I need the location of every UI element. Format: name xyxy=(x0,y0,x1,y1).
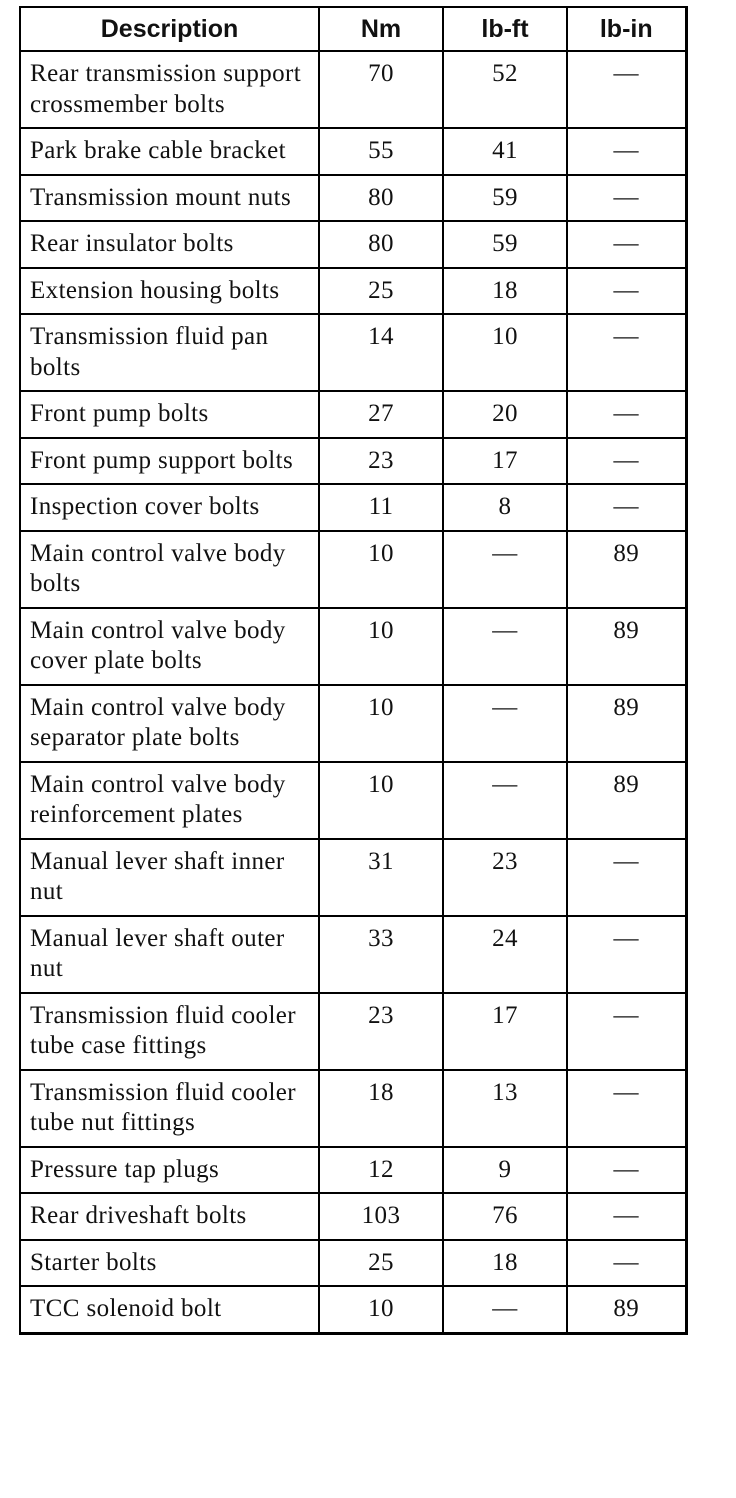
cell-lbin: — xyxy=(567,1193,686,1240)
table-row xyxy=(20,993,686,1070)
cell-lbft: — xyxy=(443,762,567,839)
cell-description: Front pump support bolts xyxy=(20,438,319,485)
cell-lbft: 10 xyxy=(443,314,567,391)
cell-nm: 18 xyxy=(319,1070,443,1147)
cell-nm: 10 xyxy=(319,762,443,839)
cell-description: Pressure tap plugs xyxy=(20,1147,319,1194)
table-row xyxy=(20,1193,686,1240)
cell-lbft: 17 xyxy=(443,993,567,1070)
cell-lbft: 59 xyxy=(443,175,567,222)
cell-lbft: 24 xyxy=(443,916,567,993)
cell-lbft: 13 xyxy=(443,1070,567,1147)
cell-description: Park brake cable bracket xyxy=(20,128,319,175)
cell-lbin: — xyxy=(567,1240,686,1287)
table-row xyxy=(20,1286,686,1333)
cell-lbin: — xyxy=(567,51,686,128)
cell-nm: 25 xyxy=(319,268,443,315)
cell-lbin: — xyxy=(567,128,686,175)
cell-description: Transmission mount nuts xyxy=(20,175,319,222)
cell-nm: 10 xyxy=(319,608,443,685)
table-row xyxy=(20,268,686,315)
cell-description: Rear driveshaft bolts xyxy=(20,1193,319,1240)
cell-lbft: 9 xyxy=(443,1147,567,1194)
cell-nm: 27 xyxy=(319,391,443,438)
table-row xyxy=(20,685,686,762)
cell-description: Manual lever shaft outer nut xyxy=(20,916,319,993)
cell-lbft: 20 xyxy=(443,391,567,438)
table-row xyxy=(20,531,686,608)
cell-lbin: 89 xyxy=(567,531,686,608)
cell-lbin: — xyxy=(567,484,686,531)
cell-description: TCC solenoid bolt xyxy=(20,1286,319,1333)
cell-description: Inspection cover bolts xyxy=(20,484,319,531)
cell-description: Manual lever shaft inner nut xyxy=(20,839,319,916)
table-header xyxy=(20,7,686,51)
cell-lbin: 89 xyxy=(567,685,686,762)
cell-lbft: 8 xyxy=(443,484,567,531)
cell-lbin: — xyxy=(567,438,686,485)
cell-nm: 70 xyxy=(319,51,443,128)
table-row xyxy=(20,916,686,993)
cell-nm: 11 xyxy=(319,484,443,531)
table-row xyxy=(20,391,686,438)
cell-nm: 12 xyxy=(319,1147,443,1194)
cell-description: Transmission fluid cooler tube case fittings xyxy=(20,993,319,1070)
table-row xyxy=(20,221,686,268)
cell-lbft: 18 xyxy=(443,1240,567,1287)
header-lbft: lb-ft xyxy=(443,7,567,51)
table-row xyxy=(20,51,686,128)
cell-nm: 55 xyxy=(319,128,443,175)
cell-lbft: 23 xyxy=(443,839,567,916)
cell-nm: 10 xyxy=(319,685,443,762)
table-row xyxy=(20,1147,686,1194)
cell-lbin: — xyxy=(567,1070,686,1147)
cell-lbft: 17 xyxy=(443,438,567,485)
header-row xyxy=(20,7,686,51)
cell-lbft: — xyxy=(443,1286,567,1333)
cell-description: Rear insulator bolts xyxy=(20,221,319,268)
cell-description: Main control valve body cover plate bolts xyxy=(20,608,319,685)
cell-lbft: 59 xyxy=(443,221,567,268)
cell-lbin: — xyxy=(567,993,686,1070)
table-row xyxy=(20,128,686,175)
cell-lbin: — xyxy=(567,839,686,916)
cell-nm: 10 xyxy=(319,531,443,608)
cell-description: Extension housing bolts xyxy=(20,268,319,315)
cell-description: Main control valve body separator plate bolts xyxy=(20,685,319,762)
cell-nm: 14 xyxy=(319,314,443,391)
header-lbin: lb-in xyxy=(567,7,686,51)
cell-lbft: 41 xyxy=(443,128,567,175)
cell-lbft: — xyxy=(443,608,567,685)
cell-lbft: — xyxy=(443,531,567,608)
cell-nm: 31 xyxy=(319,839,443,916)
cell-description: Transmission fluid pan bolts xyxy=(20,314,319,391)
table-row xyxy=(20,314,686,391)
table-body xyxy=(20,51,686,1333)
cell-lbin: — xyxy=(567,268,686,315)
cell-nm: 25 xyxy=(319,1240,443,1287)
torque-spec-table xyxy=(19,6,688,1335)
cell-lbft: — xyxy=(443,685,567,762)
cell-description: Front pump bolts xyxy=(20,391,319,438)
table-row xyxy=(20,438,686,485)
cell-lbin: — xyxy=(567,916,686,993)
cell-lbin: — xyxy=(567,1147,686,1194)
table-row xyxy=(20,762,686,839)
table-row xyxy=(20,608,686,685)
cell-nm: 103 xyxy=(319,1193,443,1240)
table-row xyxy=(20,484,686,531)
cell-lbin: 89 xyxy=(567,608,686,685)
cell-description: Main control valve body reinforcement plates xyxy=(20,762,319,839)
header-nm: Nm xyxy=(319,7,443,51)
cell-lbft: 52 xyxy=(443,51,567,128)
table-row xyxy=(20,839,686,916)
cell-lbft: 18 xyxy=(443,268,567,315)
cell-description: Starter bolts xyxy=(20,1240,319,1287)
table-row xyxy=(20,1240,686,1287)
cell-nm: 80 xyxy=(319,175,443,222)
cell-lbin: — xyxy=(567,175,686,222)
cell-nm: 33 xyxy=(319,916,443,993)
cell-lbin: 89 xyxy=(567,1286,686,1333)
cell-description: Rear transmission support crossmember bolts xyxy=(20,51,319,128)
table-row xyxy=(20,1070,686,1147)
table-row xyxy=(20,175,686,222)
header-description: Description xyxy=(20,7,319,51)
cell-lbin: — xyxy=(567,314,686,391)
cell-lbin: 89 xyxy=(567,762,686,839)
cell-lbin: — xyxy=(567,221,686,268)
cell-nm: 23 xyxy=(319,993,443,1070)
cell-description: Main control valve body bolts xyxy=(20,531,319,608)
cell-nm: 80 xyxy=(319,221,443,268)
cell-description: Transmission fluid cooler tube nut fittings xyxy=(20,1070,319,1147)
cell-lbin: — xyxy=(567,391,686,438)
cell-lbft: 76 xyxy=(443,1193,567,1240)
cell-nm: 10 xyxy=(319,1286,443,1333)
cell-nm: 23 xyxy=(319,438,443,485)
